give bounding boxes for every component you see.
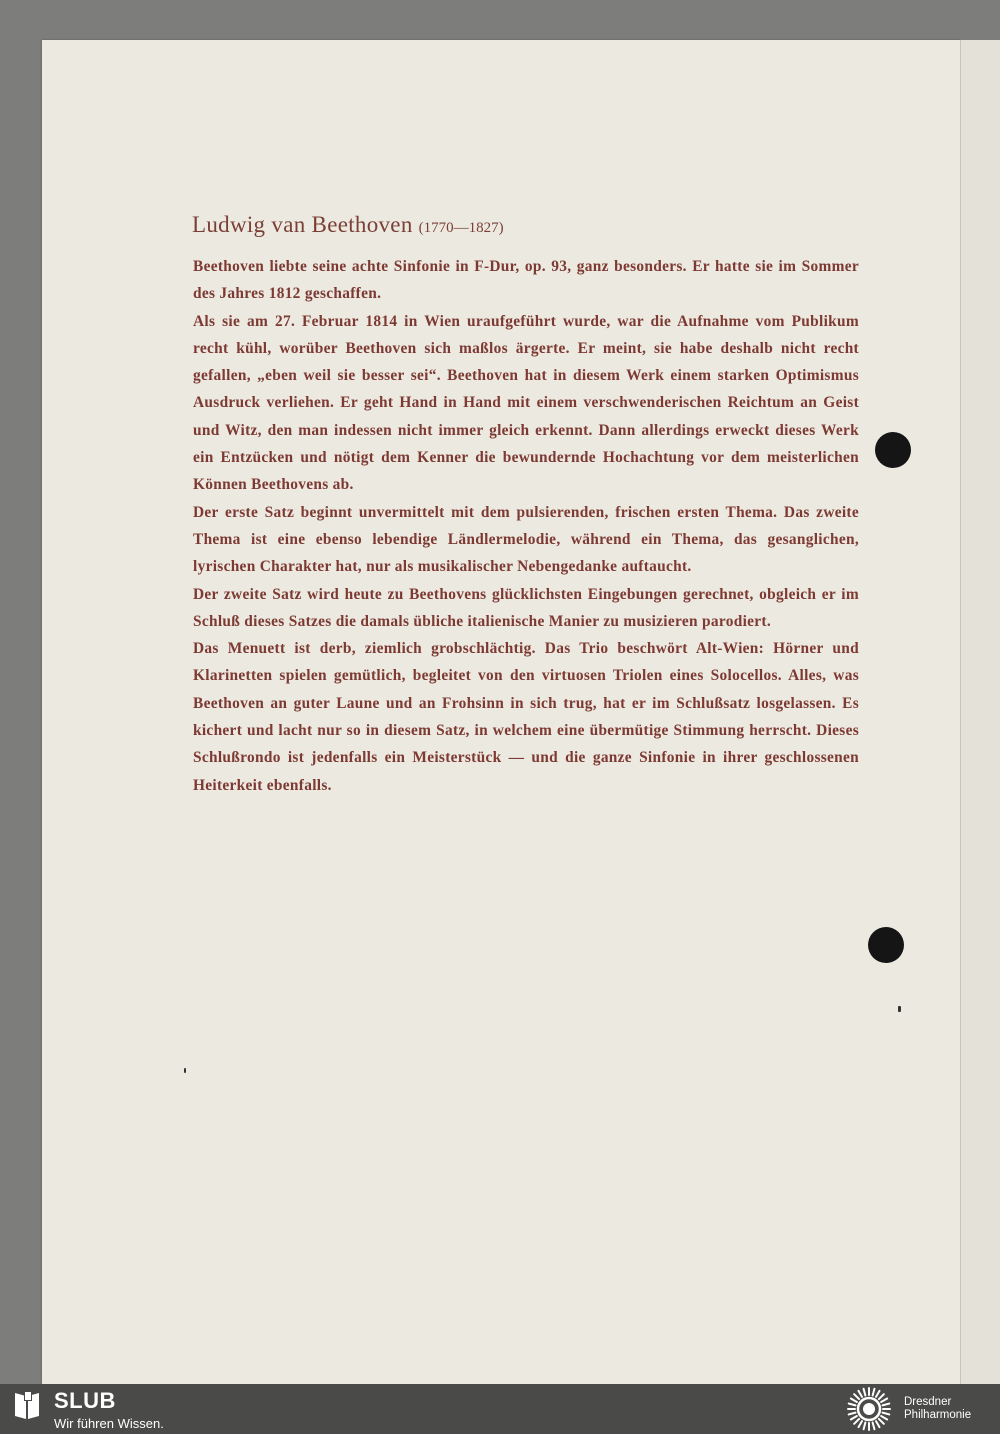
- logo-ray: [859, 1391, 863, 1397]
- dp-name-line2: Philharmonie: [904, 1409, 972, 1421]
- punch-hole: [868, 927, 904, 963]
- paragraph: Der zweite Satz wird heute zu Beethovens glücklichsten Eingebungen gerechnet, obgleich er im Schluß dieses Satzes die damals übliche italienische Manier zu musizieren parodiert.: [193, 585, 859, 630]
- logo-ray: [859, 1421, 863, 1427]
- logo-ray: [854, 1394, 859, 1399]
- logo-ray: [876, 1391, 880, 1397]
- slub-name[interactable]: SLUB: [54, 1388, 116, 1413]
- paper-speck: [898, 1006, 901, 1012]
- slub-tagline: Wir führen Wissen.: [54, 1416, 164, 1431]
- logo-ray: [873, 1423, 875, 1430]
- paragraph: Als sie am 27. Februar 1814 in Wien uraufgeführt wurde, war die Aufnahme vom Publikum recht kühl, worüber Beethoven sich maßlos ärgerte. Er meint, sie habe deshalb nicht recht gefallen, „eben weil sie besser sei“. Beethoven hat in diesem Werk einem starken Optimismus Ausdruck verliehen. Er geht Hand in Hand mit einem verschwenderischen Reichtum an Geist und Witz, den man indessen nicht immer gleich erkennt. Dann allerdings erweckt dieses Werk ein Entzücken und nötigt dem Kenner die bewundernde Hochachtung vor dem meisterlichen Können Beethovens ab.: [193, 312, 859, 494]
- paragraph: Der erste Satz beginnt unvermittelt mit dem pulsierenden, frischen ersten Thema. Das zweite Thema ist eine ebenso lebendige Ländlermelodie, während ein Thema, das gesanglichen, lyrischen Charakter hat, nur als musikalischer Nebengedanke auftaucht.: [193, 503, 859, 576]
- logo-ray: [881, 1399, 887, 1403]
- logo-ray: [849, 1404, 856, 1406]
- logo-ray: [864, 1423, 866, 1430]
- composer-name: Ludwig van Beethoven: [192, 212, 413, 237]
- logo-ray: [879, 1394, 884, 1399]
- logo-ray: [883, 1404, 890, 1406]
- logo-ray: [854, 1419, 859, 1424]
- paragraph: Das Menuett ist derb, ziemlich grobschlächtig. Das Trio beschwört Alt-Wien: Hörner und Klarinetten spielen gemütlich, begleitet von den virtuosen Triolen eines Solocellos. Alles, was Beethoven an guter Laune und an Frohsinn in sich trug, hat er im Schlußsatz losgelassen. Es kichert und lacht nur so in diesem Satz, in welchem eine übermütige Stimmung herrscht. Dieses Schlußrondo ist jedenfalls ein Meisterstück — und die ganze Sinfonie in ihrer geschlossenen Heiterkeit ebenfalls.: [193, 640, 859, 794]
- logo-ray: [883, 1413, 890, 1415]
- logo-ray: [873, 1389, 875, 1396]
- logo-ray: [849, 1413, 856, 1415]
- program-note-text: [193, 253, 859, 799]
- paragraph: Beethoven liebte seine achte Sinfonie in F-Dur, op. 93, ganz besonders. Er hatte sie im Sommer des Jahres 1812 geschaffen.: [193, 258, 859, 303]
- dresdner-philharmonie-logo-icon: [842, 1385, 896, 1433]
- logo-ray: [881, 1416, 887, 1420]
- logo-ray: [851, 1399, 857, 1403]
- page-edge: [960, 40, 1000, 1384]
- logo-ray: [876, 1421, 880, 1427]
- dp-name-line1: Dresdner: [904, 1396, 952, 1408]
- paper-speck: [184, 1068, 186, 1073]
- punch-hole: [875, 432, 911, 468]
- logo-ray: [851, 1416, 857, 1420]
- slub-logo-icon: [12, 1389, 42, 1421]
- dresdner-philharmonie-name[interactable]: [904, 1396, 971, 1422]
- composer-years: (1770—1827): [418, 220, 504, 236]
- composer-heading: [192, 203, 504, 240]
- logo-ray: [864, 1389, 866, 1396]
- logo-ray: [879, 1419, 884, 1424]
